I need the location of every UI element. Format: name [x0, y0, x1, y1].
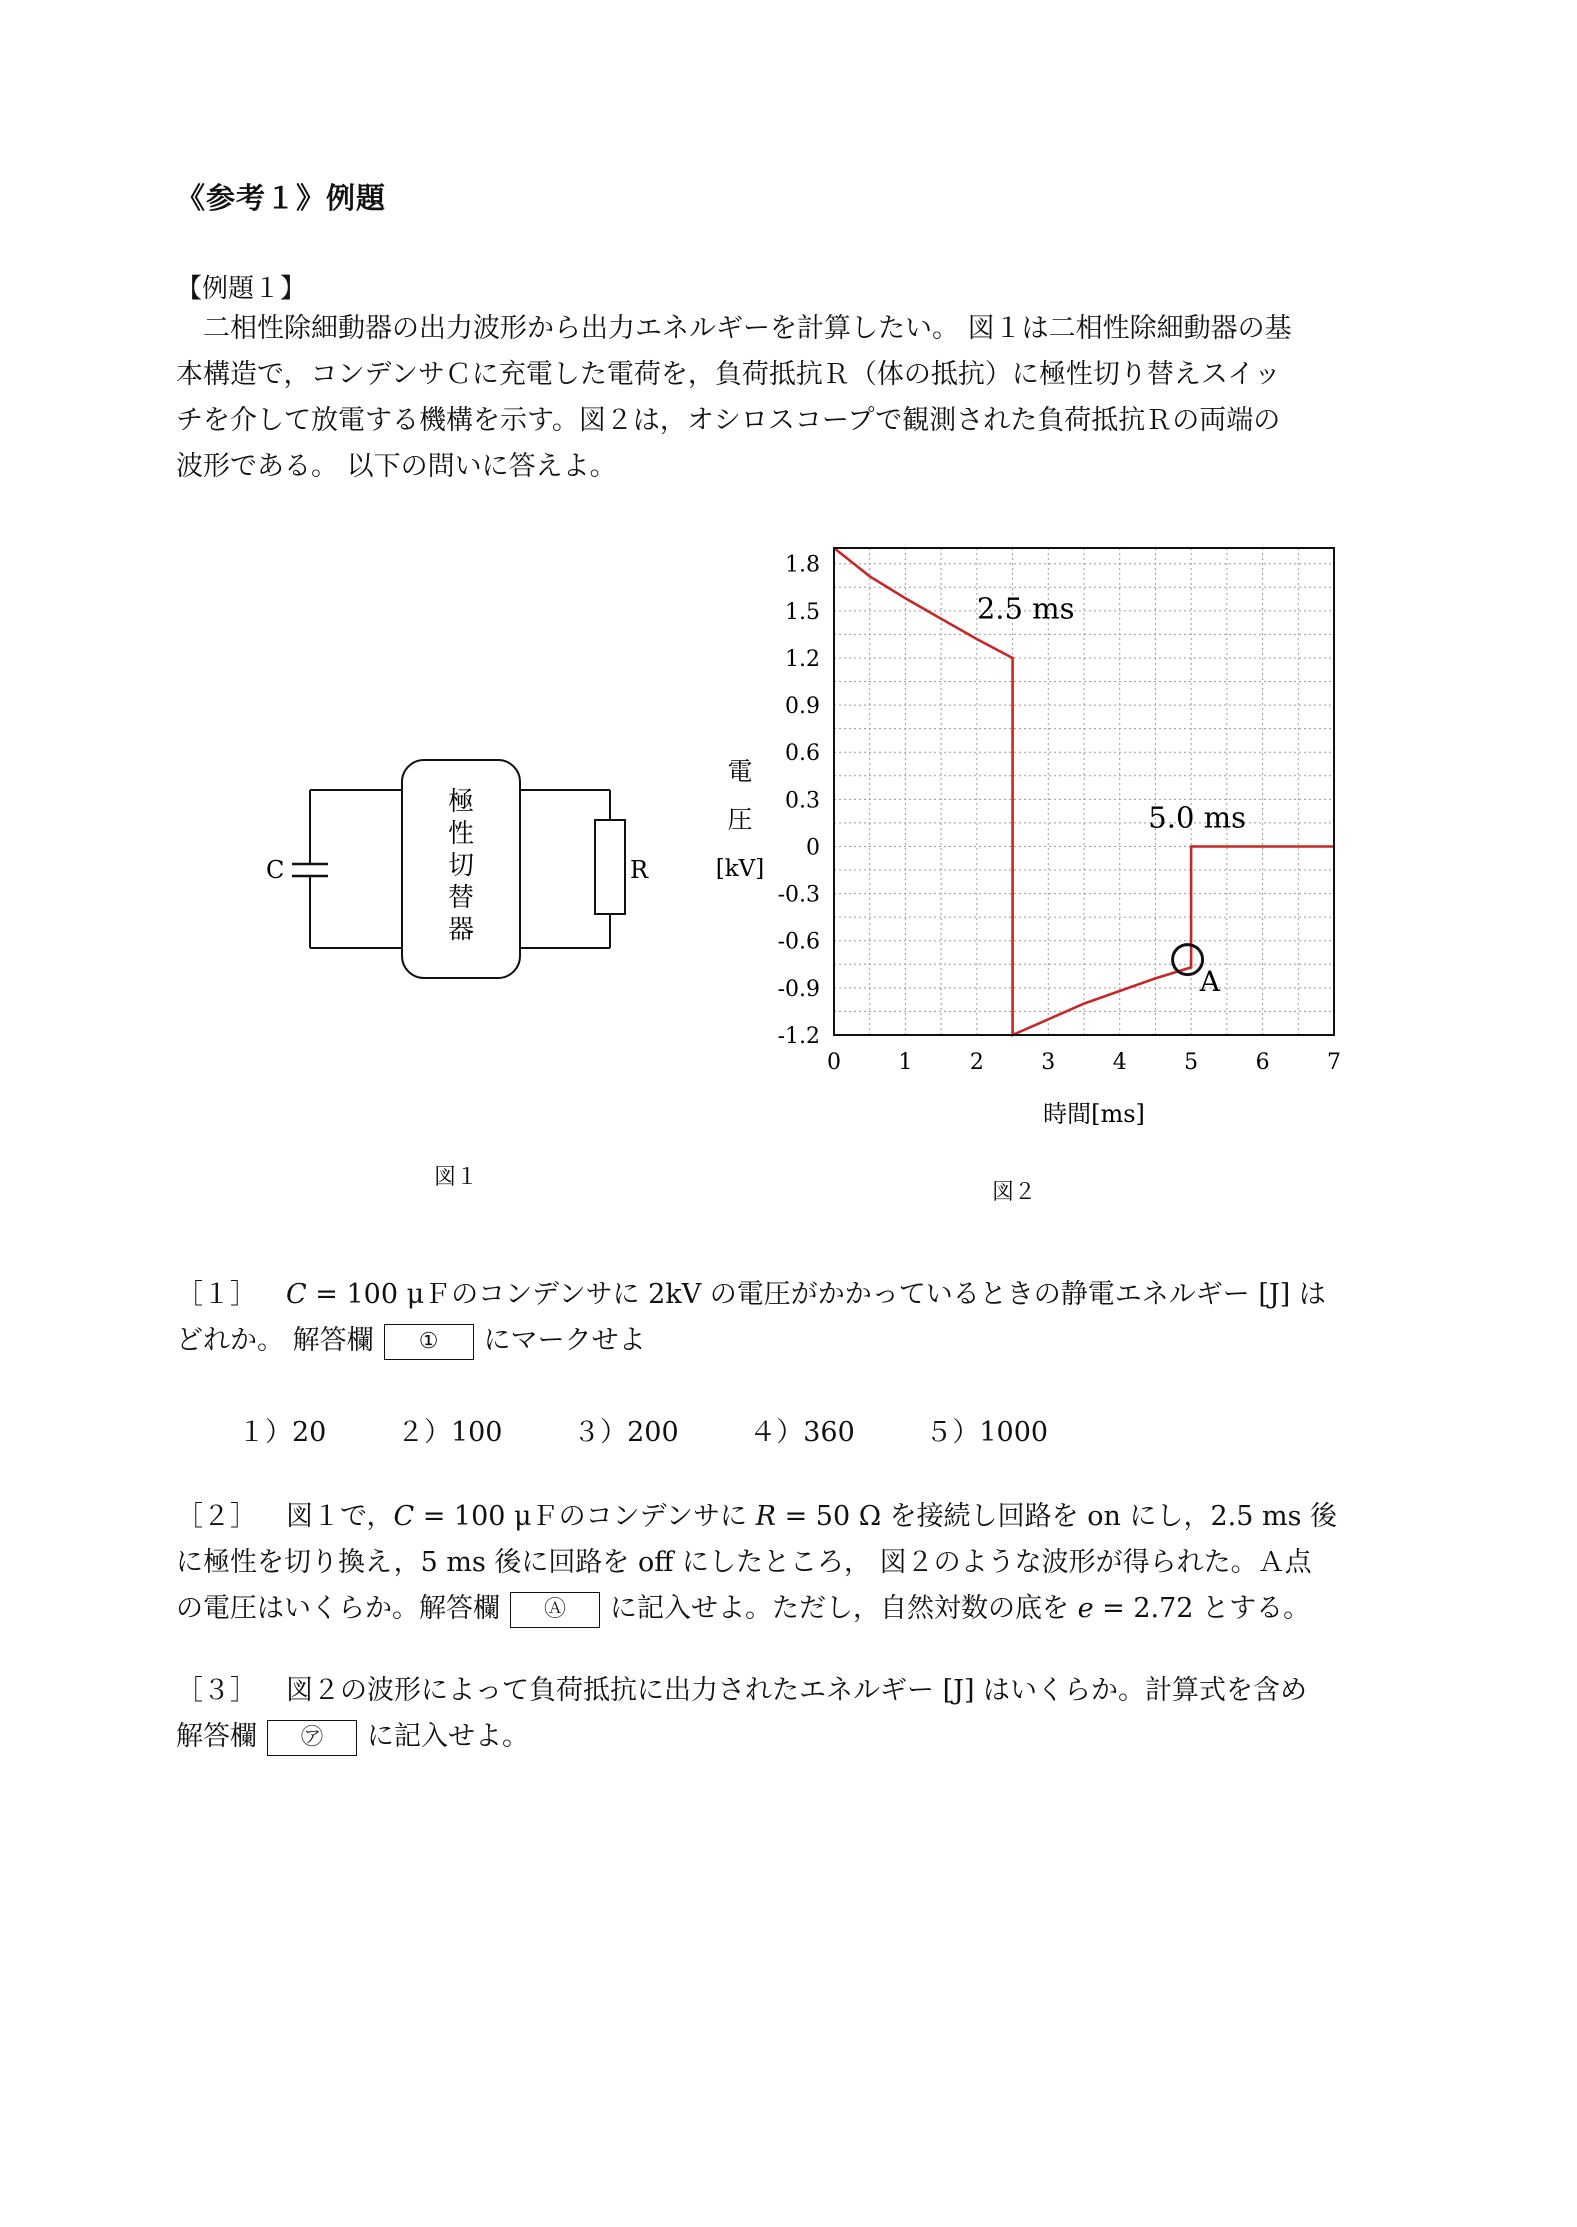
- y-tick-label: 0.9: [785, 694, 820, 720]
- q1-symbol-c: C: [286, 1279, 307, 1310]
- q3-text: に記入せよ。: [367, 1721, 529, 1752]
- annotation-5-0ms: 5.0 ms: [1148, 800, 1247, 835]
- x-tick-label: 4: [1112, 1050, 1127, 1075]
- page-heading: 《参考１》例題: [176, 181, 387, 215]
- switch-label-char: 切: [447, 851, 475, 881]
- x-tick-label: 6: [1255, 1050, 1270, 1075]
- q2-symbol-r: R: [755, 1501, 776, 1532]
- x-tick-labels: [827, 1050, 1341, 1075]
- y-tick-label: 0: [806, 835, 820, 861]
- chart-grid: [834, 548, 1334, 1035]
- annotation-2-5ms: 2.5 ms: [976, 591, 1075, 626]
- intro-line: チを介して放電する機構を示す。図２は，オシロスコープで観測された負荷抵抗Ｒの両端の: [176, 405, 1281, 436]
- y-tick-label: 1.8: [785, 552, 820, 578]
- question-2: [176, 1494, 1436, 1632]
- q3-text: 図２の波形によって負荷抵抗に出力されたエネルギー [J] はいくらか。計算式を含め: [286, 1675, 1308, 1706]
- annotation-point-a: A: [1199, 965, 1220, 999]
- switch-label-char: 性: [447, 819, 475, 849]
- point-a-marker: [1173, 945, 1203, 975]
- x-axis-label: 時間[ms]: [1043, 1100, 1145, 1128]
- figure2-caption: 図２: [992, 1180, 1037, 1205]
- switch-label-char: 器: [447, 915, 475, 945]
- answer-choices: [238, 1410, 1110, 1449]
- question-3: [176, 1668, 1436, 1760]
- switch-label-char: 替: [447, 883, 475, 913]
- q2-text: = 2.72 とする。: [1093, 1593, 1311, 1624]
- q2-text: = 50 Ω を接続し回路を on にし，2.5 ms 後: [775, 1501, 1338, 1532]
- y-axis-label-char: [kV]: [715, 856, 765, 882]
- answer-box-ka[interactable]: ㋐: [267, 1720, 357, 1756]
- resistor-symbol: [595, 820, 625, 914]
- intro-paragraph: [176, 306, 1416, 490]
- answer-box-a[interactable]: Ⓐ: [510, 1592, 600, 1628]
- y-axis-label-char: 電: [727, 757, 753, 786]
- y-tick-label: 1.2: [785, 646, 820, 672]
- x-tick-label: 7: [1327, 1050, 1341, 1075]
- q2-text: に極性を切り換え，5 ms 後に回路を off にしたところ， 図２のような波形が得られた。Ａ点: [176, 1547, 1312, 1578]
- intro-line: 波形である。 以下の問いに答えよ。: [176, 451, 617, 482]
- question-1: [176, 1272, 1436, 1364]
- y-tick-labels: [778, 553, 820, 1049]
- question-number: ［２］: [176, 1501, 257, 1532]
- y-tick-label: -0.3: [777, 882, 820, 908]
- y-tick-label: -1.2: [777, 1024, 820, 1049]
- q2-text: の電圧はいくらか。解答欄: [176, 1593, 500, 1624]
- intro-line: 二相性除細動器の出力波形から出力エネルギーを計算したい。 図１は二相性除細動器の基: [176, 313, 1292, 344]
- q2-symbol-e: e: [1077, 1593, 1094, 1624]
- y-tick-label: 1.5: [785, 599, 820, 625]
- intro-line: 本構造で，コンデンサＣに充電した電荷を，負荷抵抗Ｒ（体の抵抗）に極性切り替えスイッ: [176, 359, 1281, 390]
- figure1-caption: 図１: [434, 1165, 479, 1190]
- y-tick-label: -0.6: [777, 929, 820, 955]
- q1-text: にマークせよ: [483, 1325, 646, 1356]
- q2-text: = 100 μＦのコンデンサに: [414, 1501, 756, 1532]
- q2-text: 図１で，: [286, 1501, 394, 1532]
- y-axis-label-char: 圧: [727, 805, 753, 834]
- y-tick-label: 0.6: [785, 741, 820, 767]
- q1-text: = 100 μＦのコンデンサに 2kV の電圧がかかっているときの静電エネルギー [J] は: [306, 1279, 1326, 1310]
- x-tick-label: 5: [1184, 1050, 1199, 1075]
- q2-text: に記入せよ。ただし，自然対数の底を: [610, 1593, 1078, 1624]
- question-number: ［１］: [176, 1279, 257, 1310]
- y-tick-label: -0.9: [777, 976, 820, 1002]
- q3-text: 解答欄: [176, 1721, 257, 1752]
- answer-box-1[interactable]: ①: [384, 1324, 474, 1360]
- choice-item[interactable]: ４）360: [749, 1417, 855, 1448]
- plot-frame: [834, 548, 1334, 1035]
- x-tick-label: 1: [898, 1050, 913, 1075]
- figure2-chart: [700, 530, 1380, 1160]
- y-tick-label: 0.3: [785, 788, 820, 814]
- choice-item[interactable]: ３）200: [573, 1417, 679, 1448]
- example-heading: 【例題１】: [176, 274, 307, 304]
- q1-text: どれか。 解答欄: [176, 1325, 374, 1356]
- choice-item[interactable]: １）20: [238, 1417, 327, 1448]
- q2-symbol-c: C: [393, 1501, 415, 1532]
- choice-item[interactable]: ５）1000: [925, 1417, 1049, 1448]
- x-tick-label: 3: [1041, 1050, 1056, 1075]
- x-tick-label: 0: [827, 1050, 841, 1075]
- figure1-circuit: [240, 740, 680, 1010]
- x-tick-label: 2: [969, 1050, 984, 1075]
- switch-label-char: 極: [447, 787, 475, 817]
- resistor-label: R: [630, 856, 649, 884]
- choice-item[interactable]: ２）100: [396, 1417, 503, 1448]
- capacitor-label: C: [266, 856, 285, 884]
- waveform-line: [834, 548, 1334, 1035]
- question-number: ［３］: [176, 1675, 257, 1706]
